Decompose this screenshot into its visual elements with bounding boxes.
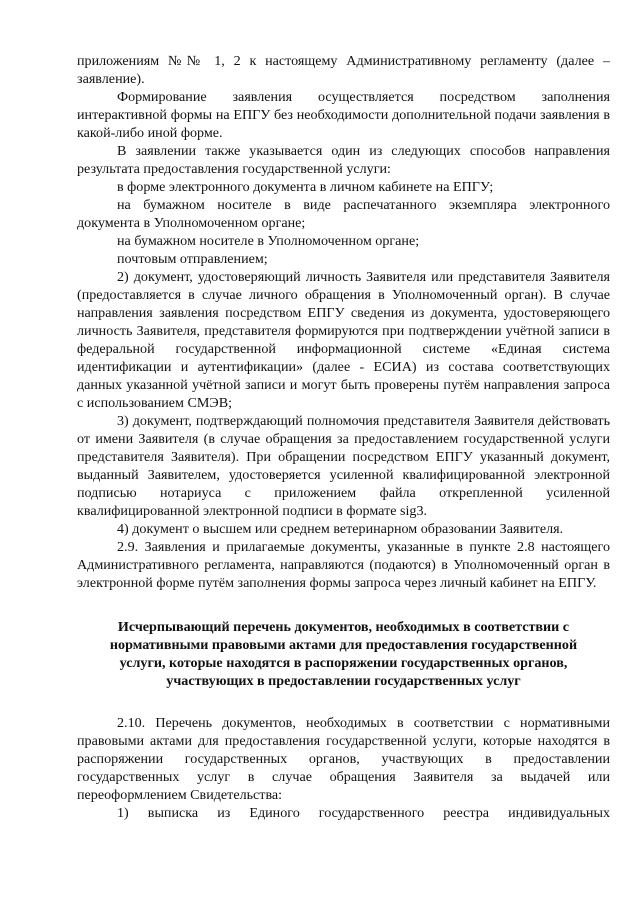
list-item-paper-printed: на бумажном носителе в виде распечатанного экземпляра электронного документа в Уполномоченном органе; [77,197,610,231]
paragraph-result-methods: В заявлении также указывается один из следующих способов направления результата предоставления государственной услуги: [77,143,610,177]
heading-line: Исчерпывающий перечень документов, необходимых в соответствии с [117,619,570,635]
paragraph-2-9: 2.9. Заявления и прилагаемые документы, указанные в пункте 2.8 настоящего Административного регламента, направляются (подаются) в Уполномоченный орган в электронной форме путём заполнения формы запроса через личный кабинет на ЕПГУ. [77,539,610,591]
paragraph-continuation: приложениям №№ 1, 2 к настоящему Административному регламенту (далее – заявление). [77,53,610,87]
heading-line: участвующих в предоставлении государственных услуг [166,673,521,689]
document-page [77,52,610,822]
paragraph-item-2: 2) документ, удостоверяющий личность Заявителя или представителя Заявителя (предоставляется в случае личного обращения в Уполномоченный орган). В случае направления заявления посредством ЕПГУ сведения из документа, удостоверяющего личность Заявителя, представителя формируются при подтверждении учётной записи в федеральной государственной информационной системе «Единая система идентификации и аутентификации» (далее - ЕСИА) из состава соответствующих данных указанной учётной записи и могут быть проверены путём направления запроса с использованием СМЭВ; [77,269,610,411]
paragraph-2-10: 2.10. Перечень документов, необходимых в соответствии с нормативными правовыми актами для предоставления государственной услуги, которые находятся в распоряжении государственных органов, участвующих в предоставлении государственных услуг в случае обращения Заявителя за выдачей или переоформлением Свидетельства: [77,715,610,803]
paragraph-form-filling: Формирование заявления осуществляется посредством заполнения интерактивной формы на ЕПГУ без необходимости дополнительной подачи заявления в какой-либо иной форме. [77,89,610,141]
list-item-mail: почтовым отправлением; [117,251,268,267]
paragraph-item-1: 1) выписка из Единого государственного реестра индивидуальных [117,805,610,821]
paragraph-item-3: 3) документ, подтверждающий полномочия представителя Заявителя действовать от имени Заявителя (в случае обращения за предоставлением государственной услуги представителя Заявителя). При обращении посредством ЕПГУ указанный документ, выданный Заявителем, удостоверяется усиленной квалифицированной электронной подписью нотариуса с приложением файла открепленной усиленной квалифицированной электронной подписи в формате sig3. [77,413,610,519]
heading-line: нормативными правовыми актами для предоставления государственной [109,637,578,653]
list-item-paper: на бумажном носителе в Уполномоченном органе; [117,233,420,249]
paragraph-item-4: 4) документ о высшем или среднем ветеринарном образовании Заявителя. [117,521,564,537]
section-heading [95,618,592,690]
list-item-electronic: в форме электронного документа в личном кабинете на ЕПГУ; [117,179,494,195]
heading-line: услуги, которые находятся в распоряжении государственных органов, [119,655,568,671]
